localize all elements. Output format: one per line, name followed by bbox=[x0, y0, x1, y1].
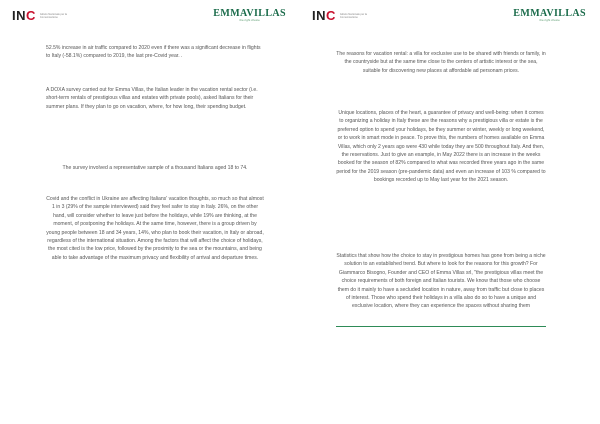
paragraph-air-traffic: 52.5% increase in air traffic compared to 2020 even if there was a significant decrease in flights to Italy (-58.1%) compared to 2019, the last pre-Covid year. . bbox=[46, 45, 261, 60]
paragraph-unique-locations: Unique locations, places of the heart, a guarantee of privacy and well-being: when it comes to organizing a holiday in Italy these are the reasons why a prestigious villa or estate is the preferred option to spend your holidays, be they summer or winter, weekly or long weekend, or to work in smart mode in peace. To prove this, the numbers of homes available on Emma Villas, which only 2 years ago were 430 while today they are 500 throughout Italy. And then, the reservations. Just to give an example, in May 2022 there is an increase in the weeks booked for the season of 82% compared to what was recorded three years ago in the same period for the 2019 season (pre-pandemic data) and even an increase of 103 % compared to bookings recorded up to May last year for the 2021 season. bbox=[336, 110, 546, 184]
inc-logo-tagline: Istituto Nazionale per la Comunicazione bbox=[39, 12, 67, 19]
inc-logo-mark: INC bbox=[312, 8, 336, 23]
emma-villas-logo-tagline: the right choice bbox=[239, 18, 260, 22]
right-page bbox=[300, 0, 600, 424]
inc-logo bbox=[312, 8, 370, 23]
paragraph-survey-sample: The survey involved a representative sample of a thousand Italians aged 18 to 74. bbox=[62, 165, 248, 171]
emma-villas-logo-tagline: the right choice bbox=[539, 18, 560, 22]
inc-logo bbox=[12, 8, 70, 23]
emma-villas-logo bbox=[213, 8, 286, 22]
emma-villas-logo bbox=[513, 8, 586, 22]
inc-logo-mark: INC bbox=[12, 8, 36, 23]
green-divider-line bbox=[336, 326, 546, 327]
emma-villas-logo-mark: EMMAVILLAS bbox=[213, 8, 286, 19]
paragraph-vacation-reasons: The reasons for vacation rental: a villa for exclusive use to be shared with friends or family, in the countryside but at the same time close to the centers of artistic interest or the sea, suitable for discovering new places at affordable ad personam prices. bbox=[336, 51, 546, 74]
paragraph-doxa-survey: A DOXA survey carried out for Emma Villas, the Italian leader in the vacation rental sector (i.e. short-term rentals of prestigious villas and estates with private pools), asked Italians for their summer plans. If they plan to go on vacation, where, for how long, their spending budget. bbox=[46, 87, 258, 110]
inc-logo-tagline: Istituto Nazionale per la Comunicazione bbox=[339, 12, 367, 19]
paragraph-covid-ukraine: Covid and the conflict in Ukraine are affecting Italians' vacation thoughts, so much so that almost 1 in 3 (29% of the sample interviewed) said they feel safer to stay in Italy. 26%, on the other hand, will consider whether to leave just before the holidays, while 19% are thinking, at the moment, of postponing the holidays. At the same time, however, there is a group driven by young people between 18 and 34 years, 14%, who plan to book their vacation, in Italy or abroad, regardless of the international situation. Among the factors that will affect the choice of holidays, the most cited is the low price, followed by the proximity to the sea or the mountains, and being able to take advantage of the maximum privacy and flexibility of arrival and departure times. bbox=[46, 196, 264, 261]
emma-villas-logo-mark: EMMAVILLAS bbox=[513, 8, 586, 19]
paragraph-statistics: Statistics that show how the choice to stay in prestigious homes has gone from being a niche solution to an established trend. But where to look for the reasons for this growth? For Giammarco Bisogno, Founder and CEO of Emma Villas srl, "the prestigious villas meet the choice requirements of both foreign and Italian tourists. We know that those who choose them do it mainly to have a secluded location in nature, away from traffic but close to places of interest. Those who spend their holidays in a villa also do so to have a unique and exclusive location, where they can experience the spaces without sharing them bbox=[336, 253, 546, 310]
